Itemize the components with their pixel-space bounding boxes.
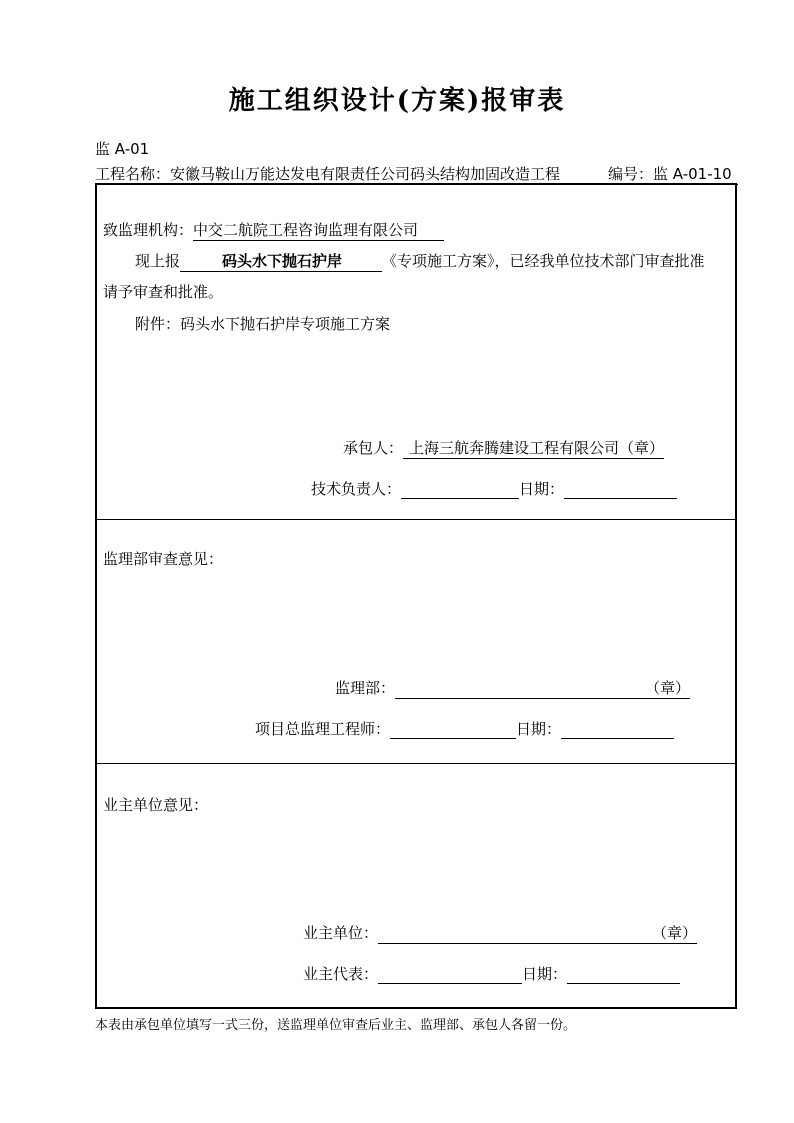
supervision-dept-label: 监理部：	[335, 679, 396, 697]
owner-unit-label: 业主单位：	[303, 924, 379, 942]
date-label-3: 日期：	[522, 965, 568, 983]
report-row	[135, 250, 705, 272]
contractor-row	[343, 437, 664, 459]
tech-lead-blank	[401, 482, 519, 499]
owner-heading: 业主单位意见：	[103, 796, 209, 814]
owner-seal: （章）	[652, 924, 698, 942]
page-title: 施工组织设计(方案)报审表	[228, 86, 566, 116]
supervision-heading: 监理部审查意见：	[103, 550, 224, 568]
report-item: 码头水下抛石护岸	[180, 250, 382, 272]
form-code: 监 A-01	[95, 140, 150, 158]
chief-engineer-blank	[390, 722, 516, 739]
project-number	[608, 163, 738, 185]
project-number-label: 编号：	[608, 165, 654, 183]
report-suffix: 《专项施工方案》，已经我单位技术部门审查批准	[382, 252, 705, 270]
contractor-label: 承包人：	[343, 439, 404, 457]
owner-rep-row	[303, 963, 680, 984]
owner-rep-label: 业主代表：	[303, 965, 379, 983]
to-value: 中交二航院工程咨询监理有限公司	[193, 219, 444, 241]
project-row	[95, 163, 560, 185]
to-row	[103, 219, 444, 241]
supervision-dept-row	[335, 677, 690, 699]
tech-lead-row	[311, 478, 677, 499]
contractor-value: 上海三航奔腾建设工程有限公司（章）	[403, 437, 664, 459]
footer-note: 本表由承包单位填写一式三份，送监理单位审查后业主、监理部、承包人各留一份。	[95, 1018, 577, 1033]
chief-engineer-row	[255, 718, 674, 739]
project-name-value: 安徽马鞍山万能达发电有限责任公司码头结构加固改造工程	[170, 165, 561, 183]
supervision-seal: （章）	[645, 679, 691, 697]
date-label-1: 日期：	[519, 480, 565, 498]
project-number-value: 监 A-01-10	[653, 163, 738, 185]
owner-rep-blank	[378, 967, 522, 984]
owner-unit-blank	[378, 927, 652, 944]
owner-unit-row	[303, 922, 697, 944]
attachment: 附件：码头水下抛石护岸专项施工方案	[135, 315, 391, 333]
report-prefix: 现上报	[135, 252, 181, 270]
date-blank-2	[561, 722, 674, 739]
supervision-section	[97, 519, 735, 764]
form-frame	[95, 183, 737, 1009]
report-line-2: 请予审查和批准。	[103, 283, 224, 301]
owner-section	[97, 763, 735, 1010]
chief-engineer-label: 项目总监理工程师：	[255, 720, 391, 738]
to-label: 致监理机构：	[103, 221, 194, 239]
tech-lead-label: 技术负责人：	[311, 480, 402, 498]
date-blank-1	[564, 482, 677, 499]
date-blank-3	[567, 967, 680, 984]
supervision-dept-blank	[395, 682, 645, 699]
date-label-2: 日期：	[516, 720, 562, 738]
project-name-label: 工程名称：	[95, 165, 171, 183]
